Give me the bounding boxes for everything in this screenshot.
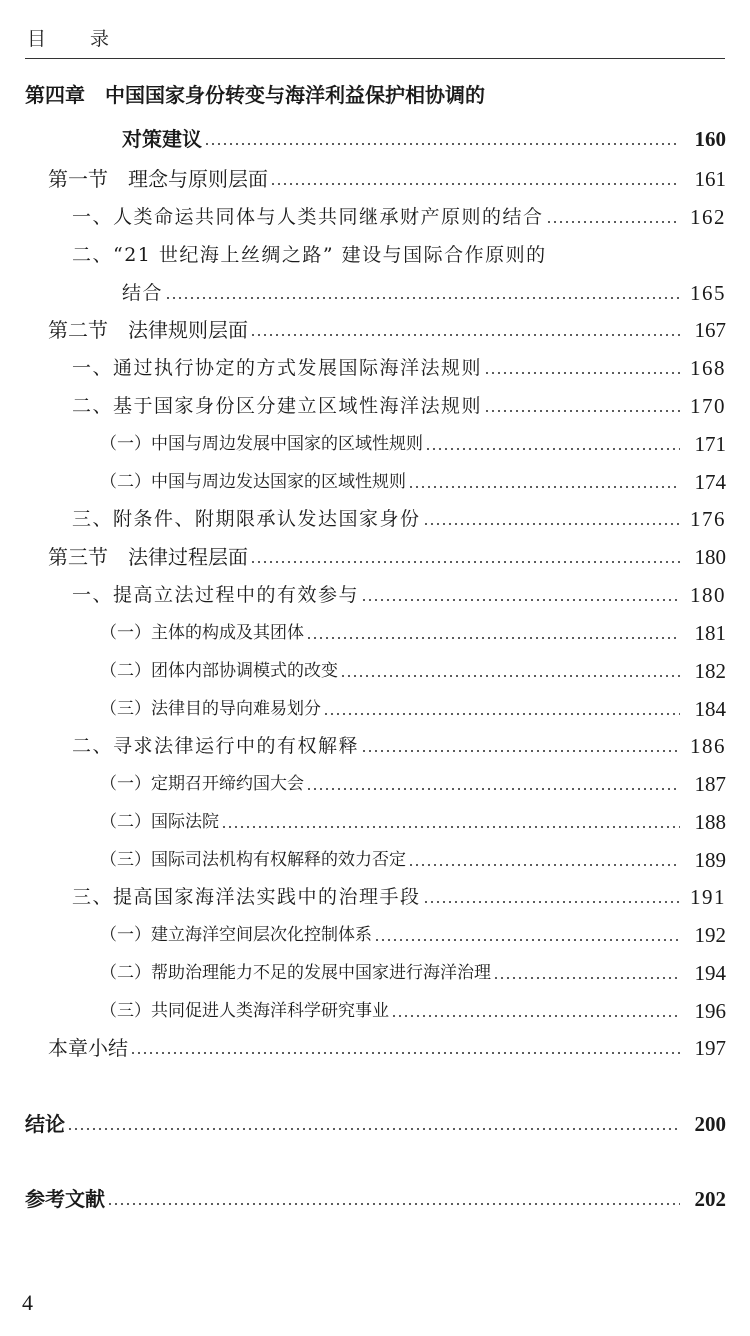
toc-leader-dots <box>306 637 680 639</box>
toc-leader-dots <box>423 901 680 903</box>
toc-leader-dots <box>361 599 680 601</box>
toc-entry-title-cont: 结合 <box>122 282 164 304</box>
toc-section-1[interactable] <box>48 162 726 196</box>
toc-entry[interactable] <box>72 578 726 612</box>
toc-page-number: 192 <box>694 923 726 947</box>
toc-page-number: 196 <box>694 999 726 1023</box>
toc-entry[interactable] <box>72 729 726 763</box>
toc-leader-dots <box>493 977 680 979</box>
toc-subentry[interactable] <box>100 956 726 990</box>
toc-page-number: 165 <box>690 281 726 305</box>
toc-page-number: 161 <box>694 167 726 191</box>
toc-leader-dots <box>221 826 680 828</box>
toc-chapter-title: 结论 <box>25 1112 65 1136</box>
toc-chapter-title: 参考文献 <box>25 1187 105 1211</box>
toc-chapter-summary[interactable] <box>48 1031 726 1065</box>
toc-page-number: 191 <box>690 885 726 909</box>
toc-page-number: 197 <box>694 1036 726 1060</box>
toc-entry-title: 二、寻求法律运行中的有权解释 <box>72 735 360 757</box>
toc-page-number: 162 <box>690 205 726 229</box>
toc-page-number: 187 <box>694 772 726 796</box>
toc-subentry[interactable] <box>100 994 726 1028</box>
toc-references[interactable] <box>25 1182 726 1216</box>
toc-leader-dots <box>361 750 680 752</box>
toc-page-number: 180 <box>694 545 726 569</box>
toc-leader-dots <box>67 1128 680 1130</box>
toc-leader-dots <box>340 675 680 677</box>
toc-section-3[interactable] <box>48 540 726 574</box>
toc-entry[interactable] <box>72 351 726 385</box>
running-header <box>25 18 725 59</box>
toc-page-number: 188 <box>694 810 726 834</box>
toc-leader-dots <box>484 410 680 412</box>
toc-leader-dots <box>408 486 680 488</box>
toc-entry-title: 一、提高立法过程中的有效参与 <box>72 584 360 606</box>
toc-page-number: 180 <box>690 583 726 607</box>
toc-subentry[interactable] <box>100 616 726 650</box>
toc-entry-title: 二、基于国家身份区分建立区域性海洋法规则 <box>72 395 483 417</box>
toc-page-number: 184 <box>694 697 726 721</box>
toc-subentry-title: （二）帮助治理能力不足的发展中国家进行海洋治理 <box>100 963 491 983</box>
toc-subentry[interactable] <box>100 918 726 952</box>
toc-page-number: 182 <box>694 659 726 683</box>
toc-entry-title: 一、通过执行协定的方式发展国际海洋法规则 <box>72 357 483 379</box>
toc-leader-dots <box>250 561 680 563</box>
toc-subentry[interactable] <box>100 843 726 877</box>
toc-chapter-4-title-cont: 对策建议 <box>122 127 202 151</box>
toc-leader-dots <box>107 1203 680 1205</box>
toc-entry[interactable] <box>72 502 726 536</box>
toc-page-number: 189 <box>694 848 726 872</box>
toc-leader-dots <box>323 713 680 715</box>
toc-page-number: 200 <box>694 1112 726 1136</box>
toc-subentry[interactable] <box>100 692 726 726</box>
toc-leader-dots <box>423 523 680 525</box>
toc-page-number: 160 <box>694 127 726 151</box>
toc-subentry-title: （一）建立海洋空间层次化控制体系 <box>100 925 372 945</box>
toc-page-number: 168 <box>690 356 726 380</box>
toc-leader-dots <box>165 297 680 299</box>
toc-subentry[interactable] <box>100 805 726 839</box>
page-number: 4 <box>22 1290 33 1315</box>
toc-leader-dots <box>546 221 680 223</box>
toc-leader-dots <box>306 788 680 790</box>
toc-subentry-title: （二）国际法院 <box>100 812 219 832</box>
header-title: 目录 <box>27 28 154 50</box>
toc-page-number: 176 <box>690 507 726 531</box>
toc-leader-dots <box>484 372 680 374</box>
toc-section-title: 第一节 理念与原则层面 <box>48 167 268 191</box>
toc-chapter-4-title: 第四章 中国国家身份转变与海洋利益保护相协调的 <box>25 83 485 107</box>
toc-section-2[interactable] <box>48 313 726 347</box>
toc-leader-dots <box>204 143 680 145</box>
toc-page-number: 171 <box>694 432 726 456</box>
toc-entry-line2[interactable] <box>122 276 726 310</box>
toc-entry[interactable] <box>72 880 726 914</box>
toc-subentry[interactable] <box>100 654 726 688</box>
toc-page-number: 194 <box>694 961 726 985</box>
toc-subentry-title: （一）主体的构成及其团体 <box>100 623 304 643</box>
toc-subentry[interactable] <box>100 465 726 499</box>
toc-subentry[interactable] <box>100 427 726 461</box>
toc-subentry-title: （一）中国与周边发展中国家的区域性规则 <box>100 434 423 454</box>
toc-page-number: 181 <box>694 621 726 645</box>
toc-leader-dots <box>250 334 680 336</box>
toc-conclusion[interactable] <box>25 1107 726 1141</box>
toc-subentry-title: （二）团体内部协调模式的改变 <box>100 661 338 681</box>
toc-page-number: 167 <box>694 318 726 342</box>
toc-entry[interactable] <box>72 200 726 234</box>
toc-subentry-title: （一）定期召开缔约国大会 <box>100 774 304 794</box>
toc-subentry-title: （三）共同促进人类海洋科学研究事业 <box>100 1001 389 1021</box>
toc-section-title: 第二节 法律规则层面 <box>48 318 248 342</box>
toc-subentry-title: （三）法律目的导向难易划分 <box>100 699 321 719</box>
toc-entry-title: 二、“21 世纪海上丝绸之路” 建设与国际合作原则的 <box>72 244 547 266</box>
toc-section-title: 第三节 法律过程层面 <box>48 545 248 569</box>
toc-entry-title: 三、附条件、附期限承认发达国家身份 <box>72 508 421 530</box>
toc-page-number: 174 <box>694 470 726 494</box>
toc-entry-title: 三、提高国家海洋法实践中的治理手段 <box>72 886 421 908</box>
toc-leader-dots <box>130 1052 680 1054</box>
toc-entry[interactable] <box>72 389 726 423</box>
toc-section-title: 本章小结 <box>48 1036 128 1060</box>
toc-page-number: 170 <box>690 394 726 418</box>
toc-leader-dots <box>408 864 680 866</box>
toc-page-number: 186 <box>690 734 726 758</box>
toc-leader-dots <box>270 183 680 185</box>
toc-leader-dots <box>391 1015 680 1017</box>
toc-page-number: 202 <box>694 1187 726 1211</box>
toc-chapter-4-line1[interactable] <box>25 78 725 112</box>
toc-subentry-title: （二）中国与周边发达国家的区域性规则 <box>100 472 406 492</box>
toc-chapter-4-line2[interactable] <box>122 122 726 156</box>
toc-subentry[interactable] <box>100 767 726 801</box>
toc-entry-title: 一、人类命运共同体与人类共同继承财产原则的结合 <box>72 206 544 228</box>
toc-subentry-title: （三）国际司法机构有权解释的效力否定 <box>100 850 406 870</box>
toc-leader-dots <box>425 448 680 450</box>
toc-leader-dots <box>374 939 680 941</box>
toc-entry-line1[interactable] <box>72 238 726 272</box>
